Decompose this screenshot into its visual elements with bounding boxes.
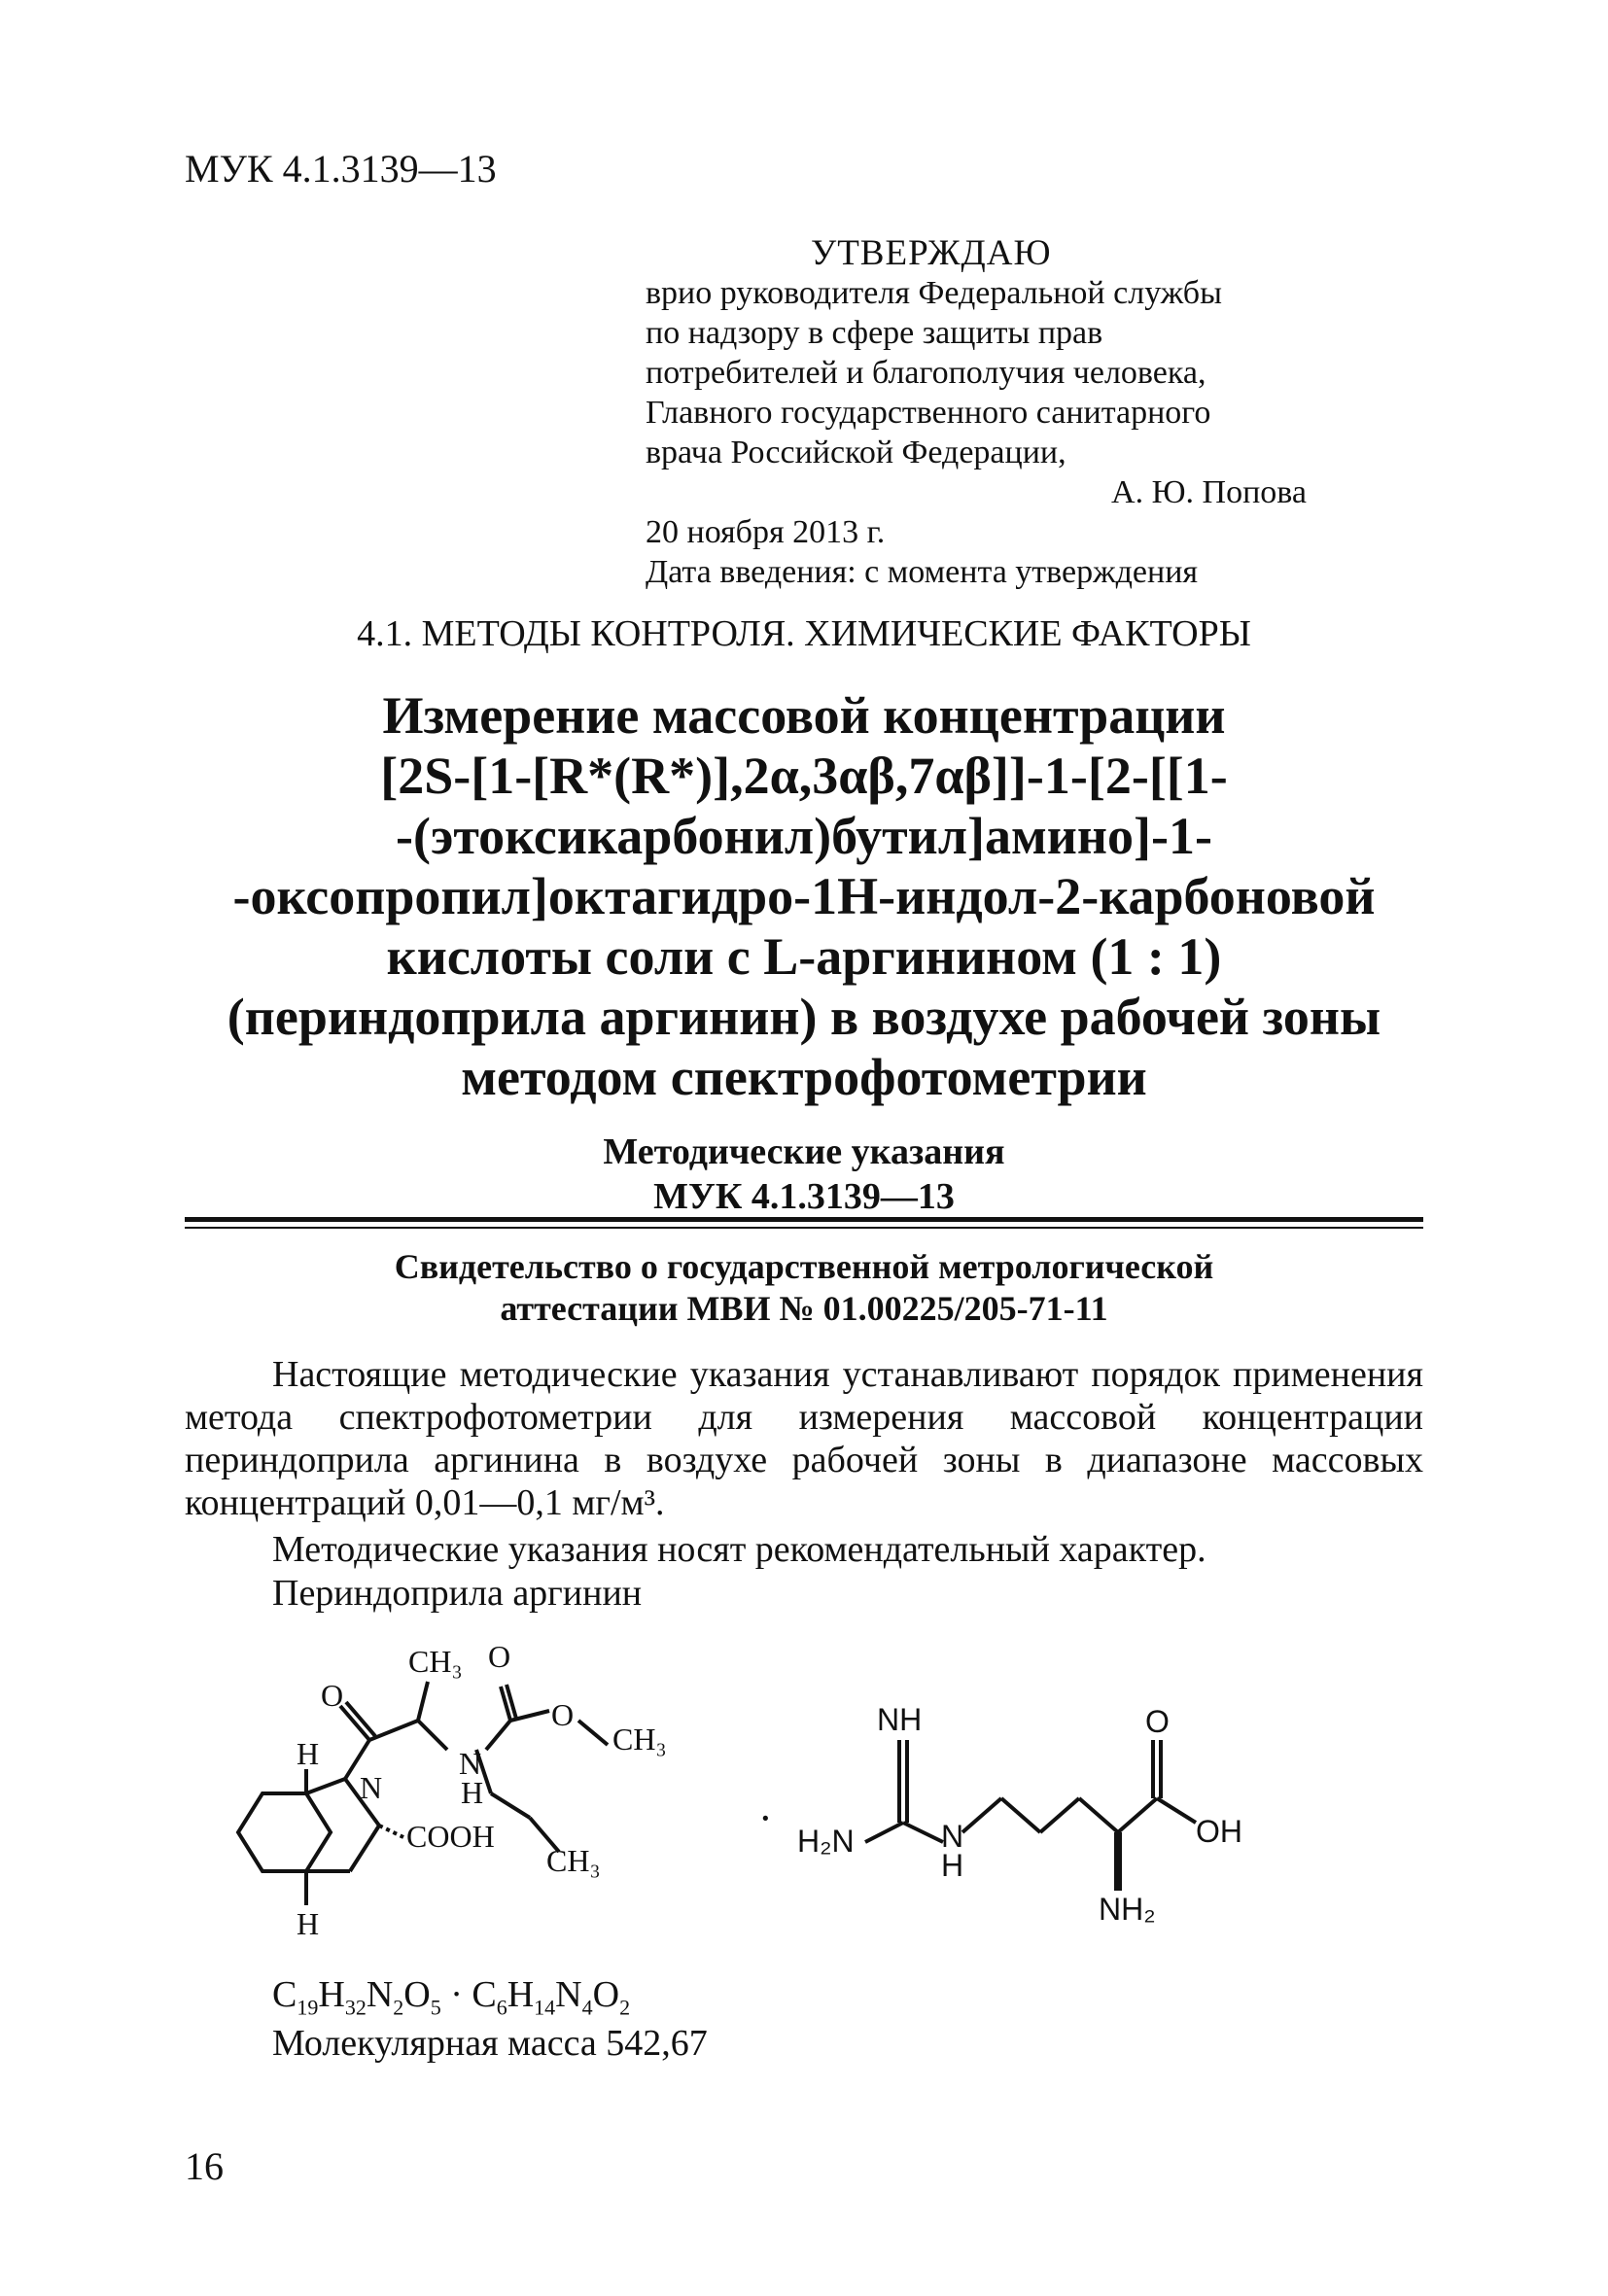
approval-line: по надзору в сфере защиты прав <box>646 315 1103 351</box>
certificate-line: Свидетельство о государственной метрологической <box>394 1247 1214 1286</box>
section-heading: 4.1. МЕТОДЫ КОНТРОЛЯ. ХИМИЧЕСКИЕ ФАКТОРЫ <box>357 613 1251 654</box>
formula-element: N <box>555 1974 582 2015</box>
bond <box>865 1823 903 1842</box>
bond <box>418 1721 447 1750</box>
title-line: -оксопропил]октагидро-1Н-индол-2-карбоновой <box>232 867 1376 925</box>
chemical-structure <box>185 1614 1423 1964</box>
paragraph-substance: Периндоприла аргинин <box>272 1573 643 1614</box>
formula-count: 2 <box>393 1995 404 2020</box>
paragraph-recommendation: Методические указания носят рекомендательный характер. <box>272 1529 1206 1570</box>
label-o-top: O <box>488 1639 511 1674</box>
bond <box>1118 1798 1157 1832</box>
label-o-acid: O <box>1145 1704 1170 1739</box>
approval-line: врача Российской Федерации, <box>646 435 1066 470</box>
formula-element: · C <box>440 1974 497 2015</box>
approval-date: 20 ноября 2013 г. <box>646 514 886 550</box>
molecular-formula <box>272 1973 630 2021</box>
paragraph-scope-text: Настоящие методические указания устанавливают порядок применения метода спектрофотометрии для измерения массовой концентрации периндоприла аргинина в воздухе рабочей зоны в диапазоне массовых концентраций 0,01—0,1 мг/м³. <box>185 1354 1423 1523</box>
formula-element: H <box>318 1974 345 2015</box>
label-ch3-top: CH₃ <box>408 1644 463 1679</box>
bond <box>418 1682 428 1721</box>
label-h-amine: H <box>461 1775 484 1810</box>
bond <box>962 1798 1001 1832</box>
formula-count: 6 <box>496 1995 507 2020</box>
title-line: [2S-[1-[R*(R*)],2α,3αβ,7αβ]]-1-[2-[[1- <box>380 747 1228 805</box>
approval-heading: УТВЕРЖДАЮ <box>811 233 1052 273</box>
bond <box>491 1793 530 1818</box>
formula-element: C <box>272 1974 297 2015</box>
label-o-ester: O <box>551 1697 575 1732</box>
title-line: Измерение массовой концентрации <box>382 686 1226 745</box>
document-type <box>0 1130 1608 1219</box>
label-h-top: H <box>297 1736 320 1771</box>
document-type-label: Методические указания <box>603 1131 1005 1172</box>
salt-dot <box>758 1794 773 1842</box>
title-line: (периндоприла аргинин) в воздухе рабочей зоны <box>227 988 1381 1046</box>
page-number: 16 <box>185 2144 224 2188</box>
formula-element: O <box>403 1974 431 2015</box>
label-n-guan: N <box>941 1819 964 1854</box>
introduction-date: Дата введения: с момента утверждения <box>646 554 1199 590</box>
approval-block <box>646 233 1346 592</box>
divider-thin <box>185 1227 1423 1229</box>
approval-line: врио руководителя Федеральной службы <box>646 275 1222 311</box>
bond <box>1079 1798 1118 1832</box>
label-nh2: NH₂ <box>1099 1892 1156 1927</box>
label-h2n: H₂N <box>797 1824 855 1859</box>
title-line: кислоты соли с L-аргинином (1 : 1) <box>386 927 1222 986</box>
formula-element: H <box>507 1974 535 2015</box>
label-n-ring: N <box>360 1770 383 1805</box>
label-cooh: COOH <box>406 1819 495 1854</box>
label-ch3-propyl: CH₃ <box>546 1843 601 1878</box>
structure-diagram <box>185 1614 1423 1964</box>
label-nh: NH <box>877 1702 923 1737</box>
bond <box>903 1823 943 1842</box>
formula-element: O <box>592 1974 620 2015</box>
bond <box>1001 1798 1040 1832</box>
approval-line: потребителей и благополучия человека, <box>646 355 1206 391</box>
divider-thick <box>185 1217 1423 1222</box>
document-code: МУК 4.1.3139—13 <box>185 147 497 191</box>
formula-count: 2 <box>619 1995 631 2020</box>
bond <box>1157 1798 1196 1823</box>
formula-count: 4 <box>581 1995 593 2020</box>
title-line: -(этоксикарбонил)бутил]амино]-1- <box>396 807 1212 865</box>
formula-count: 19 <box>297 1995 319 2020</box>
certificate-line: аттестации МВИ № 01.00225/205-71-11 <box>500 1289 1108 1328</box>
formula-element: N <box>366 1974 394 2015</box>
title-line: методом спектрофотометрии <box>461 1048 1147 1106</box>
approval-signer: А. Ю. Попова <box>1111 474 1307 510</box>
paragraph-scope <box>185 1353 1423 1524</box>
label-dot: · <box>758 1794 773 1842</box>
bond <box>306 1779 345 1793</box>
label-h-guan: H <box>941 1848 964 1883</box>
molecular-mass: Молекулярная масса 542,67 <box>272 2023 708 2064</box>
cyclohexane-ring <box>238 1793 331 1871</box>
certificate-block <box>0 1246 1608 1330</box>
formula-count: 32 <box>344 1995 367 2020</box>
formula-count: 14 <box>534 1995 556 2020</box>
bond <box>350 1826 379 1871</box>
bond <box>578 1721 608 1745</box>
label-o-left: O <box>321 1678 344 1713</box>
document-title <box>194 685 1414 1107</box>
bond <box>486 1721 510 1750</box>
label-ch3-ethyl: CH₃ <box>612 1722 667 1757</box>
document-type-code: МУК 4.1.3139—13 <box>653 1176 955 1217</box>
label-oh: OH <box>1196 1814 1242 1849</box>
label-n-amine: N <box>459 1746 482 1781</box>
bond <box>1040 1798 1079 1832</box>
bond-hashed <box>379 1826 403 1837</box>
formula-count: 5 <box>430 1995 441 2020</box>
bond <box>369 1721 418 1740</box>
approval-line: Главного государственного санитарного <box>646 395 1211 431</box>
label-h-bottom: H <box>297 1906 320 1941</box>
